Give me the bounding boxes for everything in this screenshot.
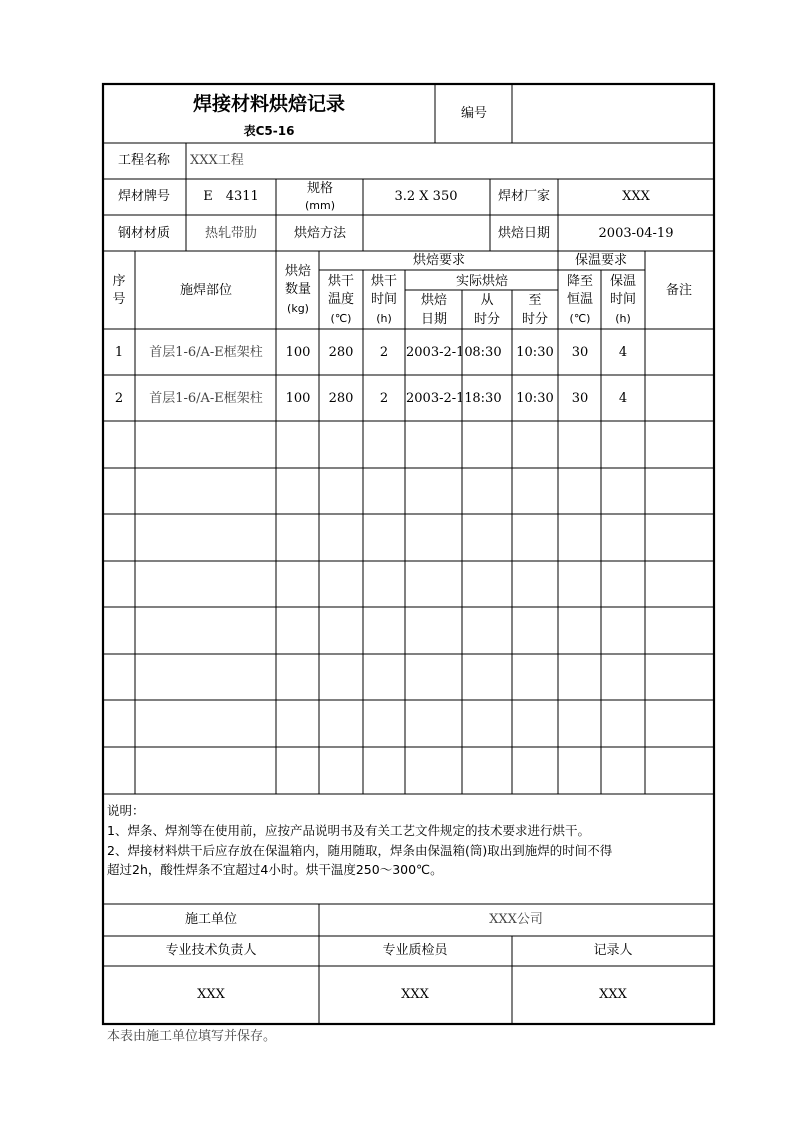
outer-border [103, 84, 714, 1024]
steel-value: 热轧带肋 [204, 226, 258, 241]
unit-label: 施工单位 [184, 912, 238, 927]
form-code: 表C5-16 [243, 124, 295, 138]
table-row-1-dry-time: 2 [379, 345, 389, 360]
table-row-2-qty: 100 [285, 391, 311, 406]
col-qty-2: 数量 [284, 282, 312, 297]
date-value: 2003-04-19 [598, 226, 674, 241]
tech-lead-label: 专业技术负责人 [165, 943, 257, 958]
maker-label: 焊材厂家 [497, 189, 551, 204]
table-row-2-cool: 30 [571, 391, 589, 406]
spec-label: 规格 [306, 181, 334, 196]
table-row-1-cool: 30 [571, 345, 589, 360]
col-dry-temp-3: (℃) [330, 312, 352, 325]
number-label: 编号 [460, 106, 488, 121]
table-row-2-dry-time: 2 [379, 391, 389, 406]
col-qty-3: (kg) [287, 302, 309, 315]
method-label: 烘焙方法 [293, 226, 347, 241]
col-dry-time-3: (h) [376, 312, 392, 325]
table-row-1-from: 8:30 [472, 345, 502, 360]
col-bake-date-2: 日期 [420, 312, 448, 327]
qc-label: 专业质检员 [382, 943, 448, 958]
col-dry-time-2: 时间 [370, 292, 398, 307]
col-from-1: 从 [480, 293, 494, 308]
col-keep-time-3: (h) [615, 312, 631, 325]
table-row-2-dry-temp: 280 [328, 391, 354, 406]
project-label: 工程名称 [117, 153, 171, 168]
col-dry-temp-2: 温度 [327, 292, 355, 307]
col-to-2: 时分 [521, 312, 549, 327]
maker-value: XXX [622, 189, 650, 204]
col-cool-3: (℃) [569, 312, 591, 325]
table-row-2-from: 8:30 [472, 391, 502, 406]
table-row-1-keep: 4 [618, 345, 628, 360]
spec-unit: (mm) [304, 199, 336, 212]
qc-value: XXX [401, 987, 429, 1002]
table-row-2-seq: 2 [114, 391, 124, 406]
table-row-1-qty: 100 [285, 345, 311, 360]
notes-line-3: 超过2h，酸性焊条不宜超过4小时。烘干温度250～300℃。 [107, 862, 443, 877]
col-bake-date-1: 烘焙 [420, 293, 448, 308]
col-keep-time-1: 保温 [609, 274, 637, 289]
col-bake-req: 烘焙要求 [412, 253, 466, 268]
col-keep-req: 保温要求 [574, 253, 628, 268]
table-row-1-dry-temp: 280 [328, 345, 354, 360]
brand-value: E 4311 [203, 189, 259, 204]
col-qty-1: 烘焙 [284, 264, 312, 279]
date-label: 烘焙日期 [497, 226, 551, 241]
form-title: 焊接材料烘焙记录 [192, 93, 346, 115]
unit-value: XXX公司 [489, 912, 543, 927]
table-row-1-location: 首层1-6/A-E框架柱 [149, 345, 263, 360]
col-keep-time-2: 时间 [609, 292, 637, 307]
notes-heading: 说明： [107, 803, 145, 818]
table-row-2-keep: 4 [618, 391, 628, 406]
col-dry-temp-1: 烘干 [327, 274, 355, 289]
notes-line-2: 2、焊接材料烘干后应存放在保温箱内，随用随取，焊条由保温箱(筒)取出到施焊的时间不得 [107, 843, 613, 858]
bottom-note: 本表由施工单位填写并保存。 [107, 1029, 277, 1044]
steel-label: 钢材材质 [117, 226, 171, 241]
col-remark: 备注 [665, 283, 693, 298]
table-row-1-date: 2003-2-10 [406, 345, 473, 360]
col-from-2: 时分 [473, 312, 501, 327]
col-seq-1: 序 [112, 274, 126, 289]
table-row-2-location: 首层1-6/A-E框架柱 [149, 391, 263, 406]
col-location: 施焊部位 [179, 283, 233, 298]
col-dry-time-1: 烘干 [370, 274, 398, 289]
col-to-1: 至 [528, 293, 542, 308]
recorder-label: 记录人 [593, 943, 633, 958]
notes-line-1: 1、焊条、焊剂等在使用前，应按产品说明书及有关工艺文件规定的技术要求进行烘干。 [107, 823, 590, 838]
spec-value: 3.2 X 350 [394, 189, 458, 204]
table-row-2-to: 10:30 [516, 391, 554, 406]
brand-label: 焊材牌号 [117, 189, 171, 204]
recorder-value: XXX [599, 987, 627, 1002]
table-row-2-date: 2003-2-11 [406, 391, 473, 406]
col-seq-2: 号 [112, 292, 126, 307]
tech-lead-value: XXX [197, 987, 225, 1002]
col-cool-1: 降至 [566, 274, 594, 289]
table-row-1-seq: 1 [114, 345, 124, 360]
col-actual: 实际烘焙 [455, 274, 509, 289]
project-value: XXX工程 [190, 153, 244, 168]
col-cool-2: 恒温 [566, 292, 594, 307]
table-row-1-to: 10:30 [516, 345, 554, 360]
